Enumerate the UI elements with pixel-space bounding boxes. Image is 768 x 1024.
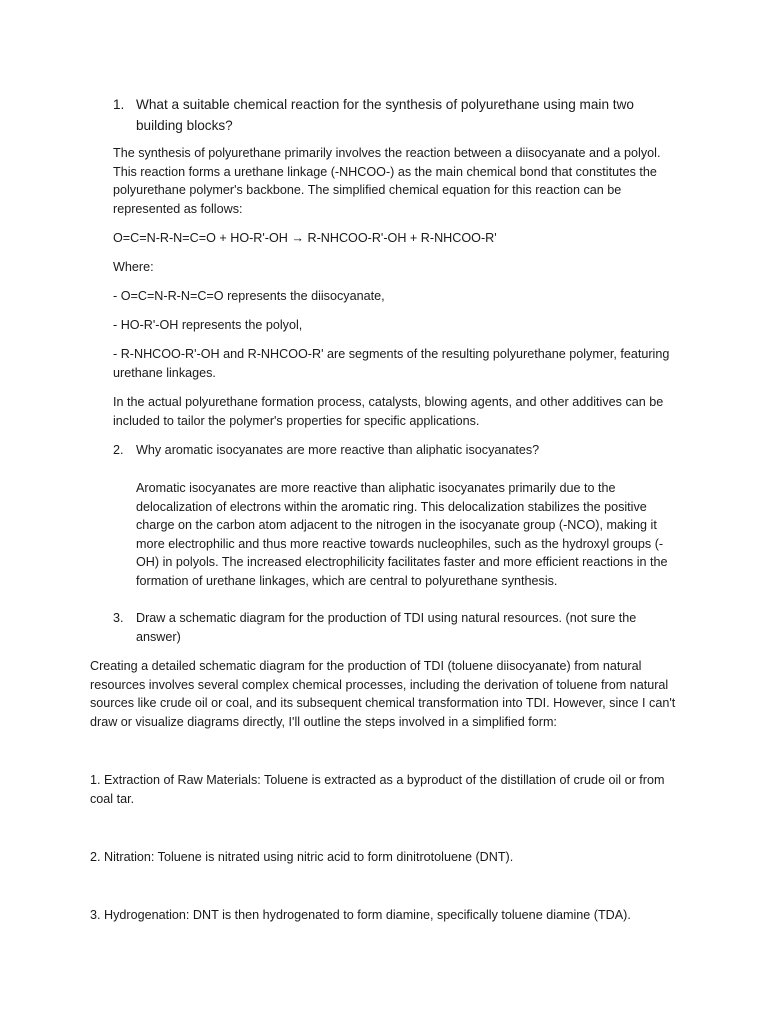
question-1-text: What a suitable chemical reaction for the synthesis of polyurethane using main two building blocks? xyxy=(136,97,634,133)
step-1-extraction: 1. Extraction of Raw Materials: Toluene is extracted as a byproduct of the distillation of crude oil or from coal tar. xyxy=(90,773,665,806)
question-3-number: 3. xyxy=(113,611,124,625)
answer-1-paragraph: The synthesis of polyurethane primarily involves the reaction between a diisocyanate and a polyol. This reaction forms a urethane linkage (-NHCOO-) as the main chemical bond that constitutes the polyurethane polymer's backbone. The simplified chemical equation for this reaction can be represented as follows: xyxy=(113,146,661,216)
answer-2-paragraph: Aromatic isocyanates are more reactive than aliphatic isocyanates primarily due to the delocalization of electrons within the aromatic ring. This delocalization stabilizes the positive charge on the carbon atom adjacent to the nitrogen in the isocyanate group (-NCO), making it more electrophilic and thus more reactive towards nucleophiles, such as the hydroxyl groups (-OH) in polyols. The increased electrophilicity facilitates faster and more efficient reactions in the formation of urethane linkages, which are central to polyurethane synthesis. xyxy=(136,481,668,588)
reaction-equation: O=C=N-R-N=C=O + HO-R'-OH → R-NHCOO-R'-OH + R-NHCOO-R' xyxy=(113,231,497,245)
definition-polymer-segments: - R-NHCOO-R'-OH and R-NHCOO-R' are segments of the resulting polyurethane polymer, featuring urethane linkages. xyxy=(113,347,670,380)
question-2-text: Why aromatic isocyanates are more reactive than aliphatic isocyanates? xyxy=(136,443,540,457)
question-1-number: 1. xyxy=(113,97,125,112)
question-2-number: 2. xyxy=(113,443,124,457)
additives-paragraph: In the actual polyurethane formation process, catalysts, blowing agents, and other additives can be included to tailor the polymer's properties for specific applications. xyxy=(113,395,664,428)
step-3-hydrogenation: 3. Hydrogenation: DNT is then hydrogenated to form diamine, specifically toluene diamine (TDA). xyxy=(90,908,631,922)
definition-diisocyanate: - O=C=N-R-N=C=O represents the diisocyanate, xyxy=(113,289,385,303)
question-3-text: Draw a schematic diagram for the production of TDI using natural resources. (not sure the answer) xyxy=(136,611,637,644)
definition-polyol: - HO-R'-OH represents the polyol, xyxy=(113,318,303,332)
answer-3-intro-paragraph: Creating a detailed schematic diagram for the production of TDI (toluene diisocyanate) from natural resources involves several complex chemical processes, including the derivation of toluene from natural sources like crude oil or coal, and its subsequent chemical transformation into TDI. However, since I can't draw or visualize diagrams directly, I'll outline the steps involved in a simplified form: xyxy=(90,659,676,729)
step-2-nitration: 2. Nitration: Toluene is nitrated using nitric acid to form dinitrotoluene (DNT). xyxy=(90,850,514,864)
where-label: Where: xyxy=(113,260,154,274)
